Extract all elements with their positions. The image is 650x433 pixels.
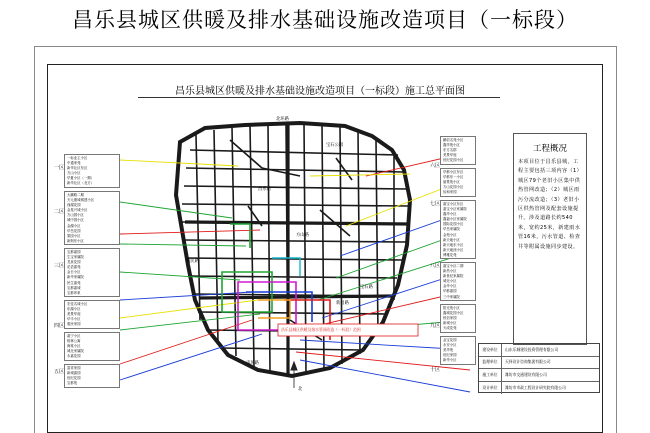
city-outline [176,123,410,376]
list-item: 宝都印象 [67,290,81,295]
list-item: 永安小区 [443,343,457,348]
list-item: 东方名郡 [443,148,457,153]
section-label-7: 七区 [430,201,441,207]
list-item: 方山花园小区 [443,185,464,190]
list-item: 嘉宝小区家属院 [443,207,467,212]
left-list-2 [64,191,120,245]
list-item: 美景华庭 [443,153,457,158]
list-item: 新城嘉园 [67,371,81,376]
list-item: 龙泉花园 [67,260,81,265]
list-item: 新华社区东区 [67,166,88,171]
list-item: 怡和家园 [443,190,457,195]
list-item: 永嘉花园 [67,354,81,359]
list-item: 宝都嘉城 [67,285,81,290]
list-item: 嘉宝小区二期 [443,264,464,268]
list-item: 金湖小区 [67,223,81,228]
list-item: 金苑小区 [443,232,457,237]
title-block-value: 潍坊市交通建设有限公司 [505,371,547,377]
section-label-4: 四区 [54,323,65,329]
list-item: 大鹏路二期 [67,193,84,197]
road-label-center: 方山路 [296,233,309,238]
list-item: 城中园小区 [67,218,84,223]
list-item: 嘉宁小区 [67,334,81,338]
list-item: 富祥家园 [67,366,81,370]
road-label-main-street: 新昌路 [336,301,349,306]
list-item: 城北家属院 [67,349,84,354]
list-item: 新昌小区 [443,269,457,274]
left-list-5 [64,332,120,361]
overview-title: 工程概况 [532,144,567,154]
list-item: 华岳花园 [67,228,81,233]
road-label-north: 北环路 [276,117,289,122]
left-list-6 [64,364,120,388]
list-item: 丽景苑小区 [443,180,460,185]
project-overview [513,133,587,345]
title-block-value: 潍坊市市政工程设计研究院有限公司 [505,384,566,390]
road-label-south: 南环路 [246,361,259,366]
list-item: 鑫华小区 [443,212,457,217]
park-label: 宝石公园 [326,143,344,148]
list-item: 城北小区 [443,279,457,284]
list-item: 新天地东小区 [443,242,464,247]
list-item: 中通家苑 [67,161,81,166]
list-item: 新华社区（北方） [67,181,95,186]
title-block-row [479,382,599,395]
list-item: 美华苑 [443,348,454,353]
list-item: 博雅花苑 [443,252,457,257]
list-item: 东湖小区 [67,307,81,312]
title-block-key: 建设单位 [479,344,502,356]
list-item: 国际花园小区 [443,222,464,227]
list-item: 新城小区 [443,321,457,326]
right-list-1 [440,136,476,165]
list-item: 鹏信名苑小区 [443,138,464,142]
road-label-west: 利民路 [186,259,199,264]
list-item: 恒信家园 [443,316,457,321]
title-block-key: 施工单位 [479,369,502,381]
list-item: 新华小区 [443,358,457,363]
list-item: 一标业主小区 [67,156,88,160]
list-item: 华都小区东区 [443,170,464,174]
section-label-5: 五区 [54,369,65,375]
list-item: 新世纪家属院 [443,274,464,279]
list-item: 华都嘉园 [443,289,457,294]
left-list-1 [64,154,120,188]
section-label-1: 一区 [54,165,65,171]
list-item: 果园小区 [67,233,81,238]
right-list-5 [440,304,476,333]
list-item: 西湖花园 [67,203,81,208]
list-item: 生宝家属院 [67,255,84,260]
title-block-key: 设计单位 [479,382,502,395]
list-item: 格林公寓 [67,339,81,344]
title-block [478,343,600,393]
title-block-key: 监理单位 [479,357,502,369]
list-item: 嘉宝小区东区 [443,202,464,206]
list-item: 天元康城城建小区 [67,198,95,203]
list-item: 方山园小区 [67,213,84,218]
list-item: 金日小区 [67,270,81,275]
left-list-4 [64,300,120,329]
list-item: 新华家属院 [67,275,84,280]
list-item: 美景华庭 [67,312,81,317]
section-label-10: 十区 [430,367,441,373]
right-list-3 [440,200,476,259]
section-label-9: 九区 [430,323,441,329]
list-item: 华岳家属院 [443,227,460,232]
title-block-value: 天择设计咨询集团有限公司 [505,359,551,365]
drawing-title: 昌乐县城区供暖及排水基础设施改造项目（一标段）施工总平面图 [175,86,465,97]
overview-body: 本项目位于昌乐县城，工程主要包括三项内容（1）城区79个老旧小区集中供热管网改造；（2）城区雨污分流改造；（3）老旧小区供热管网及配套设施提升。涉及道路长约540米，宽约25米，新建雨水管16米，污水管道、检查井等附属设施同步建设。 [518,159,581,250]
list-item: 金宝花园 [443,338,457,342]
list-item: 华夏小区（一期） [67,176,95,181]
list-item: 新天地西小区 [443,247,464,252]
list-item: 世纪花园 [67,376,81,381]
section-label-6: 六区 [430,163,441,169]
title-block-row [479,369,599,382]
station-label: 昌乐站 [258,187,271,192]
title-block-row [479,344,599,357]
list-item: 方山小区 [67,171,81,176]
list-item: 鑫城花园小区 [443,311,464,316]
list-item: 新天地小区 [443,237,460,242]
list-item: 世纪家园 [443,353,457,358]
list-item: 鑫华苑小区 [443,143,460,148]
right-list-4 [440,262,476,301]
section-label-8: 八区 [430,263,441,269]
list-item: 三中家属院 [443,294,460,299]
list-item: 世纪花园小区 [443,158,464,163]
title-block-row [479,357,599,370]
list-item: 海棠小区 [67,344,81,349]
road-label-east: 宝石路 [360,285,373,290]
list-item: 华丰小区 [67,317,81,322]
title-block-value: 山东乐城建设投资管理有限公司 [505,346,559,352]
left-list-3 [64,248,120,297]
list-item: 惠民家园 [67,322,81,327]
list-item: 鑫福小区家属院 [443,217,467,222]
right-list-2 [440,168,476,197]
right-list-6 [440,336,476,365]
list-item: 金华小区 [443,284,457,289]
list-item: 新街东小区 [67,238,84,243]
section-label-2: 二区 [54,209,65,215]
north-label: 北 [298,387,303,392]
page-title: 昌乐县城区供暖及排水基础设施改造项目（一标段） [72,8,578,32]
section-label-3: 三区 [54,263,65,269]
list-item: 阳光苑小区 [443,306,460,310]
list-item: 天成花苑 [443,326,457,331]
list-item: 民生嘉苑 [67,280,81,285]
list-item: 宏佳名城小区 [67,302,88,306]
list-item: 金星兴城小区 [67,208,88,213]
list-item: 花语嘉苑 [67,265,81,270]
list-item: 宝都嘉园 [67,250,81,254]
list-item: 华都东一小区 [443,175,464,180]
list-item: 宝都苑 [67,381,78,386]
red-note: 昌乐县城区供暖及排水管网改造（一标段）范围 [281,327,361,332]
